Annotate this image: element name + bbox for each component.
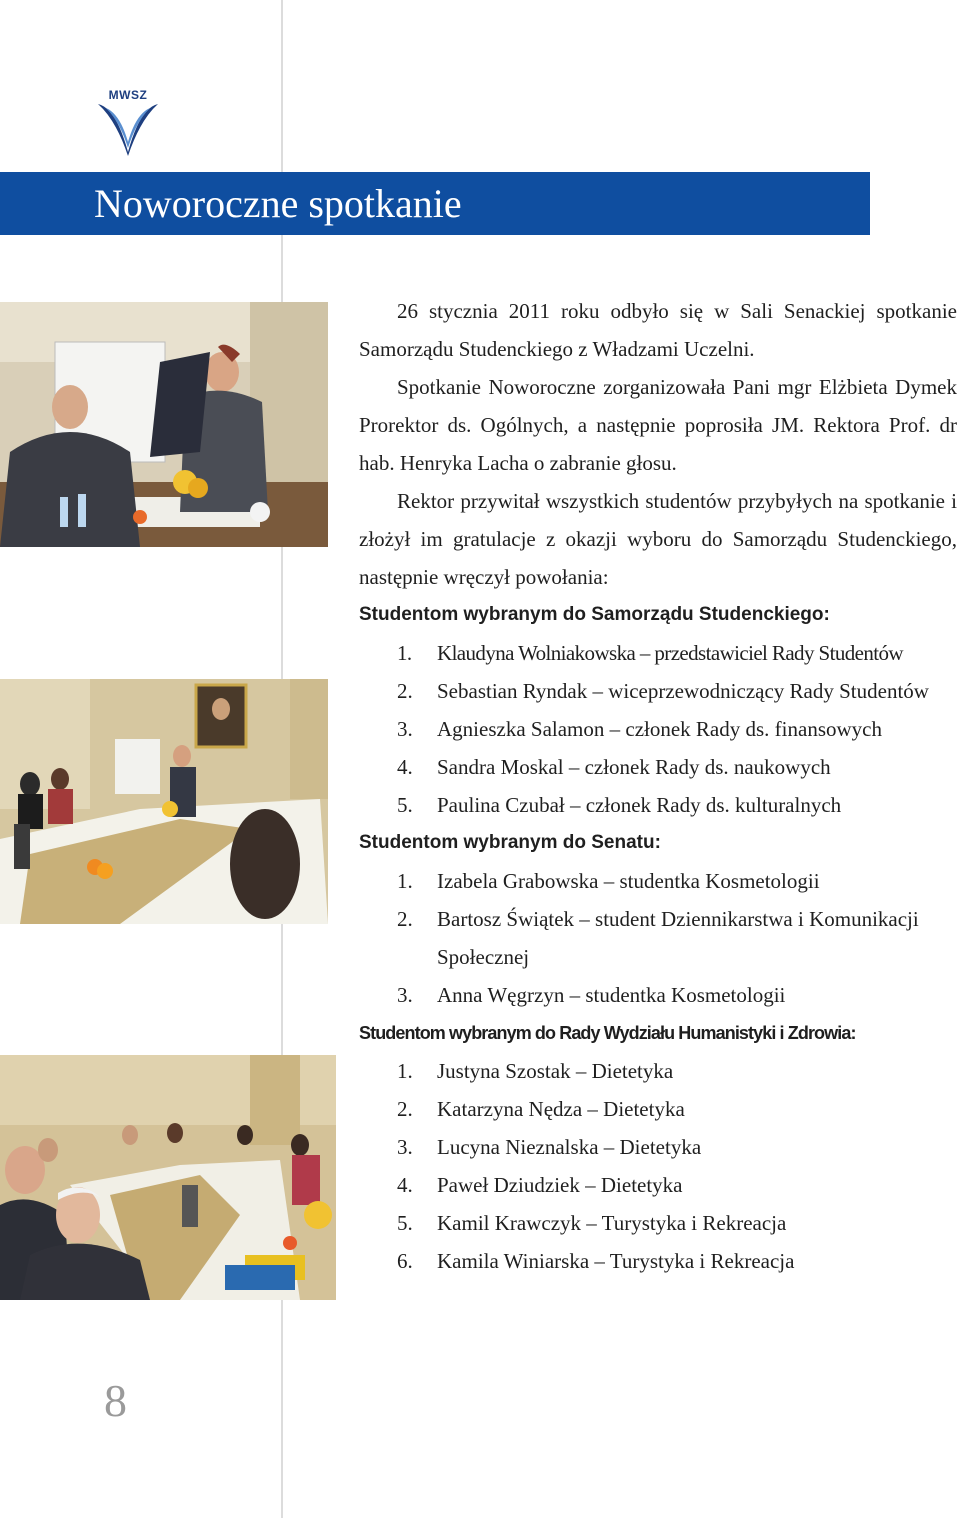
page-number: 8 bbox=[104, 1375, 127, 1426]
list-item: 3. Anna Węgrzyn – studentka Kosmetologii bbox=[397, 983, 786, 1007]
list-item: 6. Kamila Winiarska – Turystyka i Rekreacja bbox=[397, 1249, 795, 1273]
title-band bbox=[0, 172, 870, 235]
list-item: 2. Bartosz Świątek – student Dziennikarstwa i Komunikacji Społecznej bbox=[397, 907, 919, 969]
list-faculty-council bbox=[359, 1052, 957, 1280]
list-item: 3. Agnieszka Salamon – członek Rady ds. finansowych bbox=[397, 717, 882, 741]
photo-meeting-students bbox=[0, 1055, 336, 1300]
list-item: 4. Paweł Dziudziek – Dietetyka bbox=[397, 1173, 683, 1197]
list-item: 2. Sebastian Ryndak – wiceprzewodniczący Rady Studentów bbox=[397, 679, 929, 703]
paragraph-organizer: Spotkanie Noworoczne zorganizowała Pani mgr Elżbieta Dymek Prorektor ds. Ogólnych, a następnie poprosiła JM. Rektora Prof. dr hab. Henryka Lacha o zabranie głosu. bbox=[359, 375, 957, 475]
heading-faculty-council: Studentom wybranym do Rady Wydziału Humanistyki i Zdrowia: bbox=[359, 1023, 856, 1043]
list-item: 1. Justyna Szostak – Dietetyka bbox=[397, 1059, 674, 1083]
heading-senate: Studentom wybranym do Senatu: bbox=[359, 832, 661, 853]
article-text bbox=[359, 292, 957, 1280]
list-item: 1. Klaudyna Wolniakowska – przedstawiciel Rady Studentów bbox=[397, 641, 903, 665]
photo-meeting-speakers bbox=[0, 302, 328, 547]
list-item: 3. Lucyna Nieznalska – Dietetyka bbox=[397, 1135, 702, 1159]
list-senate bbox=[359, 862, 957, 1014]
list-item: 5. Kamil Krawczyk – Turystyka i Rekreacja bbox=[397, 1211, 787, 1235]
list-student-council bbox=[359, 634, 957, 824]
paragraph-rector: Rektor przywitał wszystkich studentów przybyłych na spotkanie i złożył im gratulacje z okazji wyboru do Samorządu Studenckiego, następnie wręczył powołania: bbox=[359, 489, 957, 589]
logo-v-emblem-icon bbox=[96, 102, 160, 156]
mwsz-logo bbox=[96, 88, 160, 156]
logo-text: MWSZ bbox=[108, 88, 148, 102]
list-item: 2. Katarzyna Nędza – Dietetyka bbox=[397, 1097, 685, 1121]
paragraph-intro: 26 stycznia 2011 roku odbyło się w Sali Senackiej spotkanie Samorządu Studenckiego z Władzami Uczelni. bbox=[359, 299, 957, 361]
page-title: Noworoczne spotkanie bbox=[94, 181, 462, 226]
list-item: 4. Sandra Moskal – członek Rady ds. naukowych bbox=[397, 755, 831, 779]
list-item: 1. Izabela Grabowska – studentka Kosmetologii bbox=[397, 869, 820, 893]
list-item: 5. Paulina Czubał – członek Rady ds. kulturalnych bbox=[397, 793, 842, 817]
photo-meeting-room bbox=[0, 679, 328, 924]
heading-student-council: Studentom wybranym do Samorządu Studenckiego: bbox=[359, 604, 830, 625]
